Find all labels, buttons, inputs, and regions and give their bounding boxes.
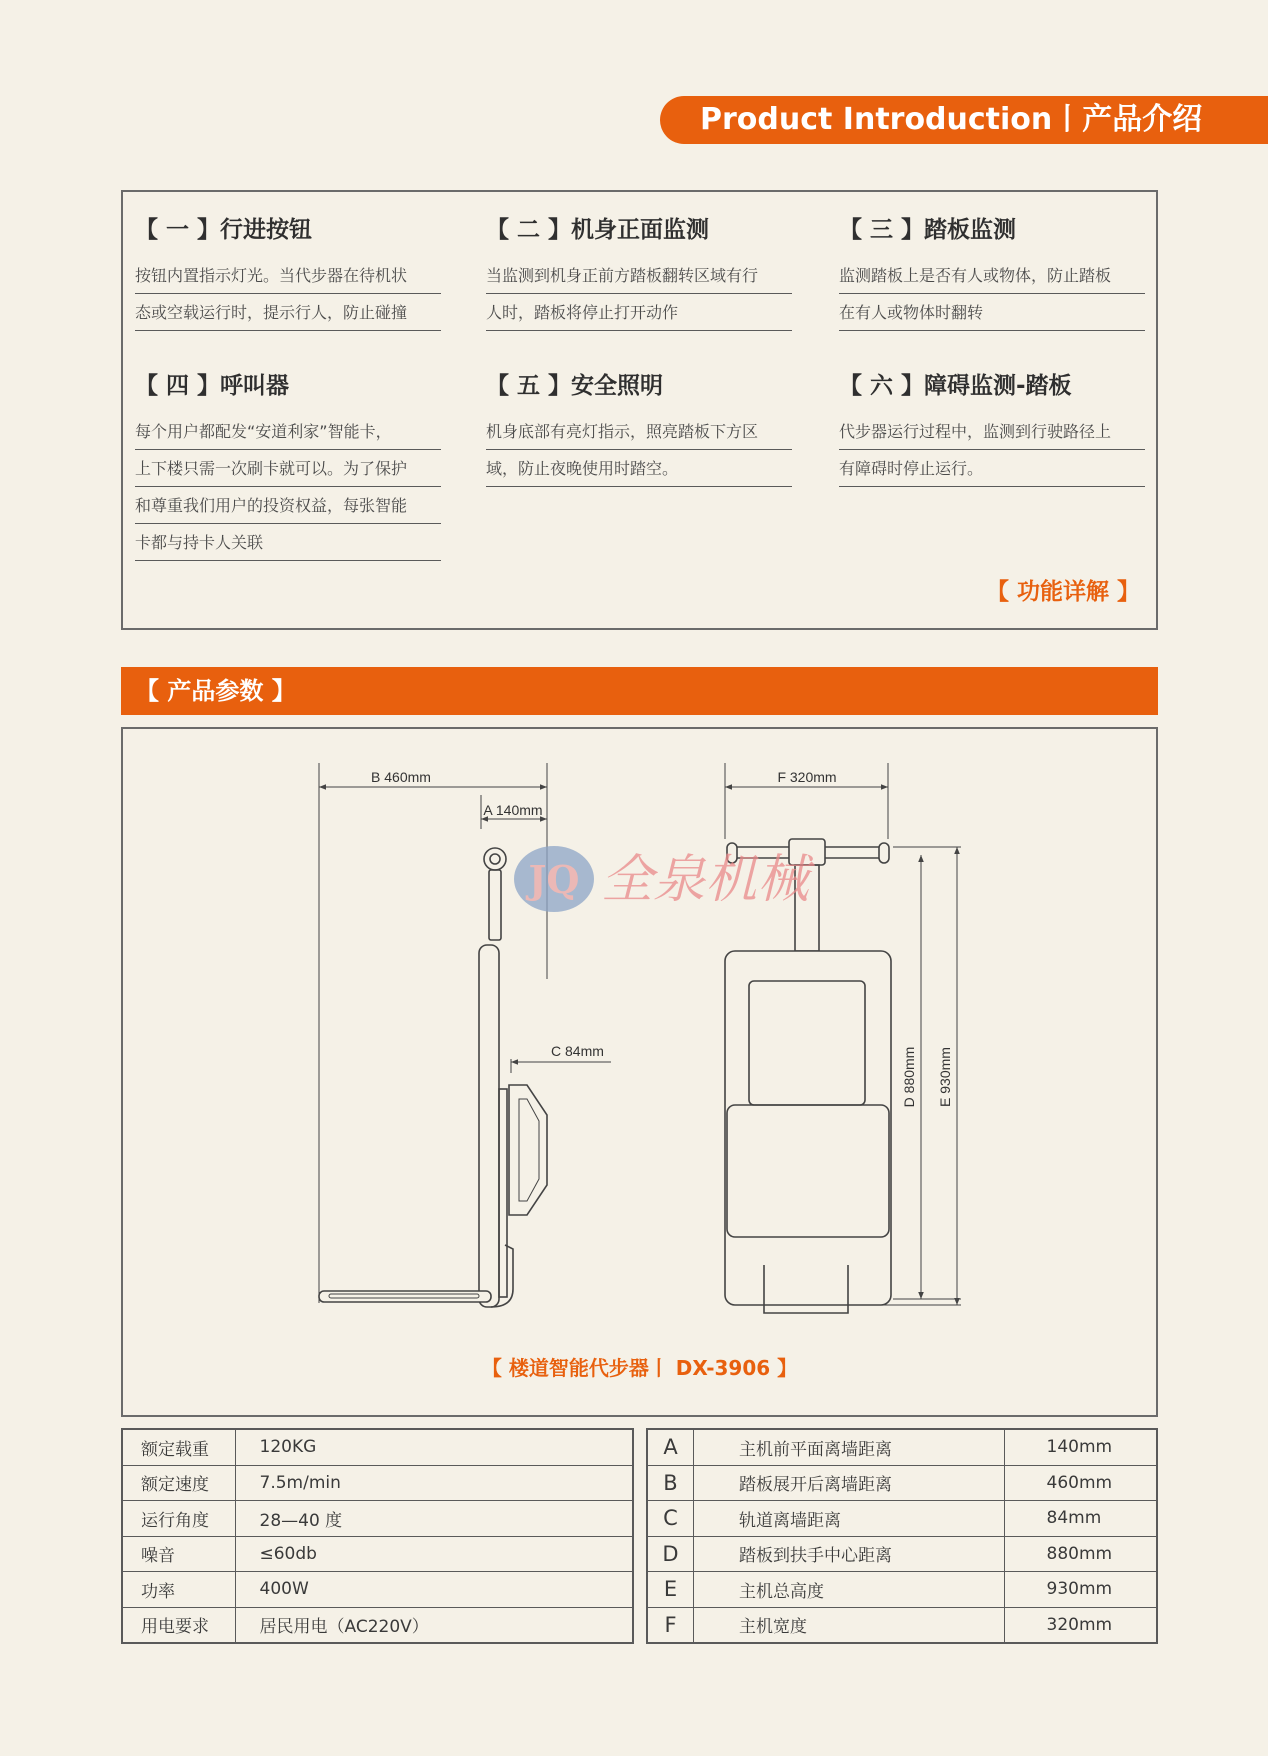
spec-key: 额定载重 bbox=[122, 1429, 235, 1465]
spec-value: 400W bbox=[235, 1572, 633, 1608]
feature-title: 【 五 】安全照明 bbox=[486, 373, 664, 399]
dimension-value: 84mm bbox=[1004, 1501, 1157, 1537]
dimension-value: 930mm bbox=[1004, 1572, 1157, 1608]
features-footer-label: 【 功能详解 】 bbox=[985, 579, 1140, 605]
watermark-letters: JQ bbox=[528, 857, 580, 902]
dimension-description: 轨道离墙距离 bbox=[694, 1501, 1005, 1537]
table-row bbox=[647, 1572, 1157, 1608]
feature-3 bbox=[839, 214, 1145, 331]
feature-text-line: 监测踏板上是否有人或物体，防止踏板 bbox=[839, 258, 1145, 294]
feature-text-line: 和尊重我们用户的投资权益，每张智能 bbox=[135, 488, 441, 524]
feature-title: 【 一 】行进按钮 bbox=[135, 217, 313, 243]
spec-value: ≤60db bbox=[235, 1536, 633, 1572]
params-section-bar bbox=[121, 667, 1158, 715]
params-section-title: 【 产品参数 】 bbox=[135, 677, 296, 705]
feature-text-line: 当监测到机身正前方踏板翻转区域有行 bbox=[486, 258, 792, 294]
dimension-description: 主机宽度 bbox=[694, 1607, 1005, 1643]
dimension-letter: E bbox=[647, 1572, 694, 1608]
table-row bbox=[122, 1572, 633, 1608]
dimension-label-e: E 930mm bbox=[937, 1047, 953, 1107]
dimension-table bbox=[646, 1428, 1158, 1644]
dimension-letter: C bbox=[647, 1501, 694, 1537]
feature-text-line: 在有人或物体时翻转 bbox=[839, 295, 1145, 331]
table-row bbox=[647, 1536, 1157, 1572]
dimension-diagram bbox=[123, 729, 1156, 1415]
dimension-label-b: B 460mm bbox=[371, 769, 431, 785]
feature-title: 【 四 】呼叫器 bbox=[135, 373, 290, 399]
feature-text-line: 态或空载运行时，提示行人，防止碰撞 bbox=[135, 295, 441, 331]
dimension-letter: D bbox=[647, 1536, 694, 1572]
front-view-drawing bbox=[725, 763, 961, 1313]
side-view-drawing bbox=[319, 763, 611, 1307]
table-row bbox=[122, 1536, 633, 1572]
feature-text-line: 人时，踏板将停止打开动作 bbox=[486, 295, 792, 331]
table-row bbox=[647, 1501, 1157, 1537]
feature-text-line: 每个用户都配发“安道利家”智能卡， bbox=[135, 414, 441, 450]
spec-table bbox=[121, 1428, 634, 1644]
watermark-logo bbox=[514, 846, 817, 912]
feature-5 bbox=[486, 370, 792, 487]
table-row bbox=[647, 1465, 1157, 1501]
feature-title: 【 六 】障碍监测-踏板 bbox=[839, 373, 1072, 399]
feature-text-line: 卡都与持卡人关联 bbox=[135, 525, 441, 561]
feature-2 bbox=[486, 214, 792, 331]
dimension-value: 140mm bbox=[1004, 1429, 1157, 1465]
dimension-label-d: D 880mm bbox=[901, 1046, 917, 1108]
spec-value: 7.5m/min bbox=[235, 1465, 633, 1501]
dimension-description: 主机总高度 bbox=[694, 1572, 1005, 1608]
table-row bbox=[647, 1429, 1157, 1465]
feature-4 bbox=[135, 370, 441, 561]
table-row bbox=[122, 1501, 633, 1537]
feature-6 bbox=[839, 370, 1145, 487]
dimension-label-f: F 320mm bbox=[777, 769, 837, 785]
dimension-description: 主机前平面离墙距离 bbox=[694, 1429, 1005, 1465]
spec-key: 额定速度 bbox=[122, 1465, 235, 1501]
feature-text-line: 按钮内置指示灯光。当代步器在待机状 bbox=[135, 258, 441, 294]
dimension-value: 460mm bbox=[1004, 1465, 1157, 1501]
feature-text-line: 上下楼只需一次刷卡就可以。为了保护 bbox=[135, 451, 441, 487]
table-row bbox=[647, 1607, 1157, 1643]
table-row bbox=[122, 1607, 633, 1643]
feature-text-line: 有障碍时停止运行。 bbox=[839, 451, 1145, 487]
section-header-title: Product Introduction丨产品介绍 bbox=[700, 102, 1203, 137]
dimension-letter: B bbox=[647, 1465, 694, 1501]
table-row bbox=[122, 1429, 633, 1465]
feature-text-line: 代步器运行过程中，监测到行驶路径上 bbox=[839, 414, 1145, 450]
spec-key: 运行角度 bbox=[122, 1501, 235, 1537]
features-panel bbox=[121, 190, 1158, 630]
feature-text-line: 域，防止夜晚使用时踏空。 bbox=[486, 451, 792, 487]
table-row bbox=[122, 1465, 633, 1501]
spec-key: 用电要求 bbox=[122, 1607, 235, 1643]
spec-value: 28—40 度 bbox=[235, 1501, 633, 1537]
watermark-text: 全泉机械 bbox=[601, 850, 810, 910]
feature-text-line: 机身底部有亮灯指示，照亮踏板下方区 bbox=[486, 414, 792, 450]
feature-title: 【 三 】踏板监测 bbox=[839, 217, 1017, 243]
spec-key: 功率 bbox=[122, 1572, 235, 1608]
dimension-letter: A bbox=[647, 1429, 694, 1465]
product-model-caption: 【 楼道智能代步器丨 DX-3906 】 bbox=[481, 1356, 798, 1380]
dimension-value: 320mm bbox=[1004, 1607, 1157, 1643]
dimension-label-a: A 140mm bbox=[483, 802, 543, 818]
feature-1 bbox=[135, 214, 441, 331]
dimension-description: 踏板到扶手中心距离 bbox=[694, 1536, 1005, 1572]
spec-value: 120KG bbox=[235, 1429, 633, 1465]
section-header-tab bbox=[660, 96, 1268, 144]
dimension-label-c: C 84mm bbox=[551, 1043, 604, 1059]
dimension-description: 踏板展开后离墙距离 bbox=[694, 1465, 1005, 1501]
dimension-value: 880mm bbox=[1004, 1536, 1157, 1572]
spec-value: 居民用电（AC220V） bbox=[235, 1607, 633, 1643]
dimension-diagram-panel bbox=[121, 727, 1158, 1417]
dimension-letter: F bbox=[647, 1607, 694, 1643]
feature-title: 【 二 】机身正面监测 bbox=[486, 217, 710, 243]
spec-key: 噪音 bbox=[122, 1536, 235, 1572]
